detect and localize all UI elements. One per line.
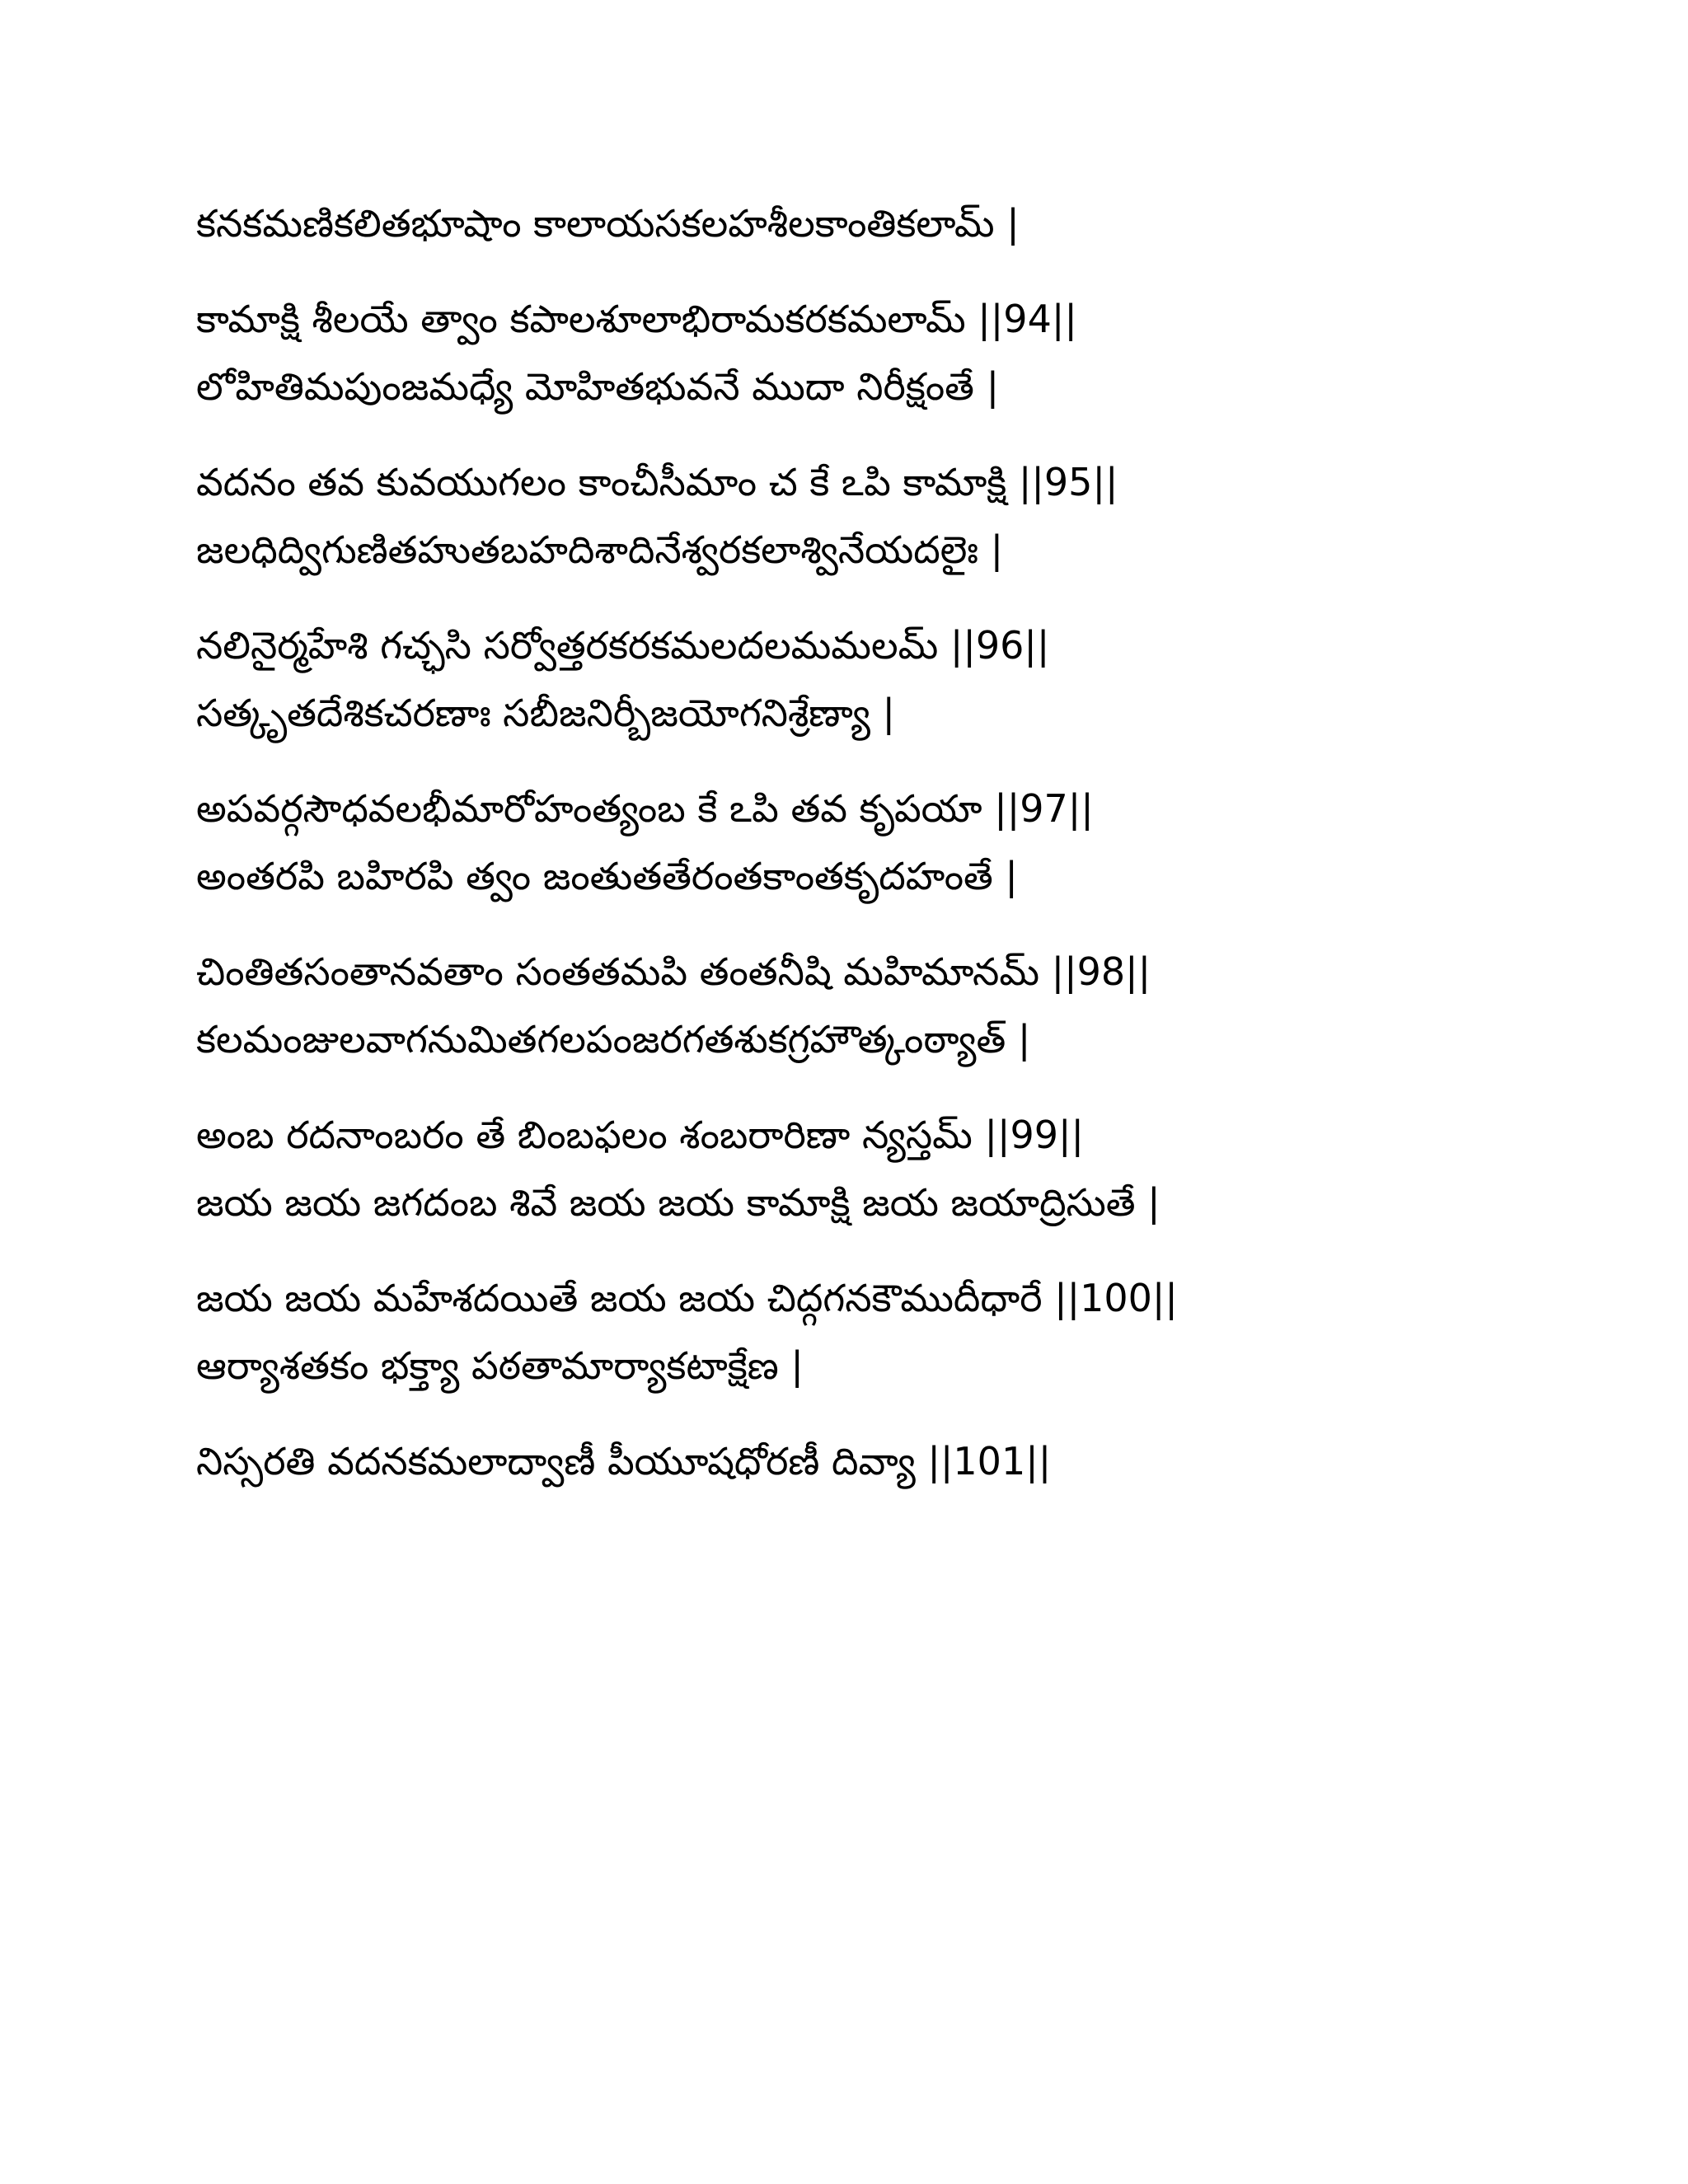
verse-line: ఆర్యాశతకం భక్త్యా పఠతామార్యాకటాక్షేణ | — [196, 1343, 804, 1388]
verse-line: అంబ రదనాంబరం తే బింబఫలం శంబరారిణా న్యస్తమ్ ||99|| — [196, 1113, 1084, 1157]
verse-line: లోహితిమపుంజమధ్యే మోహితభువనే ముదా నిరీక్షంతే | — [196, 364, 1000, 409]
verse-line: కనకమణికలితభూషాం కాలాయసకలహశీలకాంతికలామ్ | — [196, 201, 1020, 246]
verse-line: అంతరపి బహిరపి త్వం జంతుతతేరంతకాంతకృదహంతే | — [196, 854, 1018, 898]
verse-line: చింతితసంతానవతాం సంతతమపి తంతనీషి మహిమానమ్ ||98|| — [196, 949, 1151, 994]
verse-line: జయ జయ మహేశదయితే జయ జయ చిద్గగనకౌముదీధారే ||100|| — [196, 1276, 1178, 1320]
verse-line: నలినైర్మహేశి గచ్ఛసి సర్వోత్తరకరకమలదలమమలమ్ ||96|| — [196, 623, 1050, 668]
verse-line: నిస్సరతి వదనకమలాద్వాణీ పీయూషధోరణీ దివ్యా ||101|| — [196, 1439, 1052, 1483]
verse-100 — [196, 1180, 1597, 1320]
verse-97 — [196, 691, 1597, 831]
verse-line: జయ జయ జగదంబ శివే జయ జయ కామాక్షి జయ జయాద్రిసుతే | — [196, 1180, 1160, 1225]
verse-list — [196, 201, 1597, 1510]
verse-line: సత్కృతదేశికచరణాః సబీజనిర్బీజయోగనిశ్రేణ్యా | — [196, 691, 896, 735]
verse-94 — [196, 201, 1597, 341]
verse-line: వదనం తవ కువయుగలం కాంచీసీమాం చ కే ఽపి కామాక్షి ||95|| — [196, 460, 1118, 504]
verse-line: అపవర్గసౌధవలభీమారోహంత్యంబ కే ఽపి తవ కృపయా ||97|| — [196, 786, 1094, 831]
verse-95 — [196, 364, 1597, 504]
verse-101 — [196, 1343, 1597, 1483]
verse-98 — [196, 854, 1597, 994]
verse-96 — [196, 527, 1597, 668]
verse-99 — [196, 1017, 1597, 1157]
verse-line: జలధిద్విగుణితహుతబహదిశాదినేశ్వరకలాశ్వినేయదలైః | — [196, 527, 1004, 572]
verse-line: కలమంజులవాగనుమితగలపంజరగతశుకగ్రహౌత్కంఠ్యాత్ | — [196, 1017, 1031, 1062]
verse-line: కామాక్షి శీలయే త్వాం కపాలశూలాభిరామకరకమలామ్ ||94|| — [196, 297, 1077, 341]
